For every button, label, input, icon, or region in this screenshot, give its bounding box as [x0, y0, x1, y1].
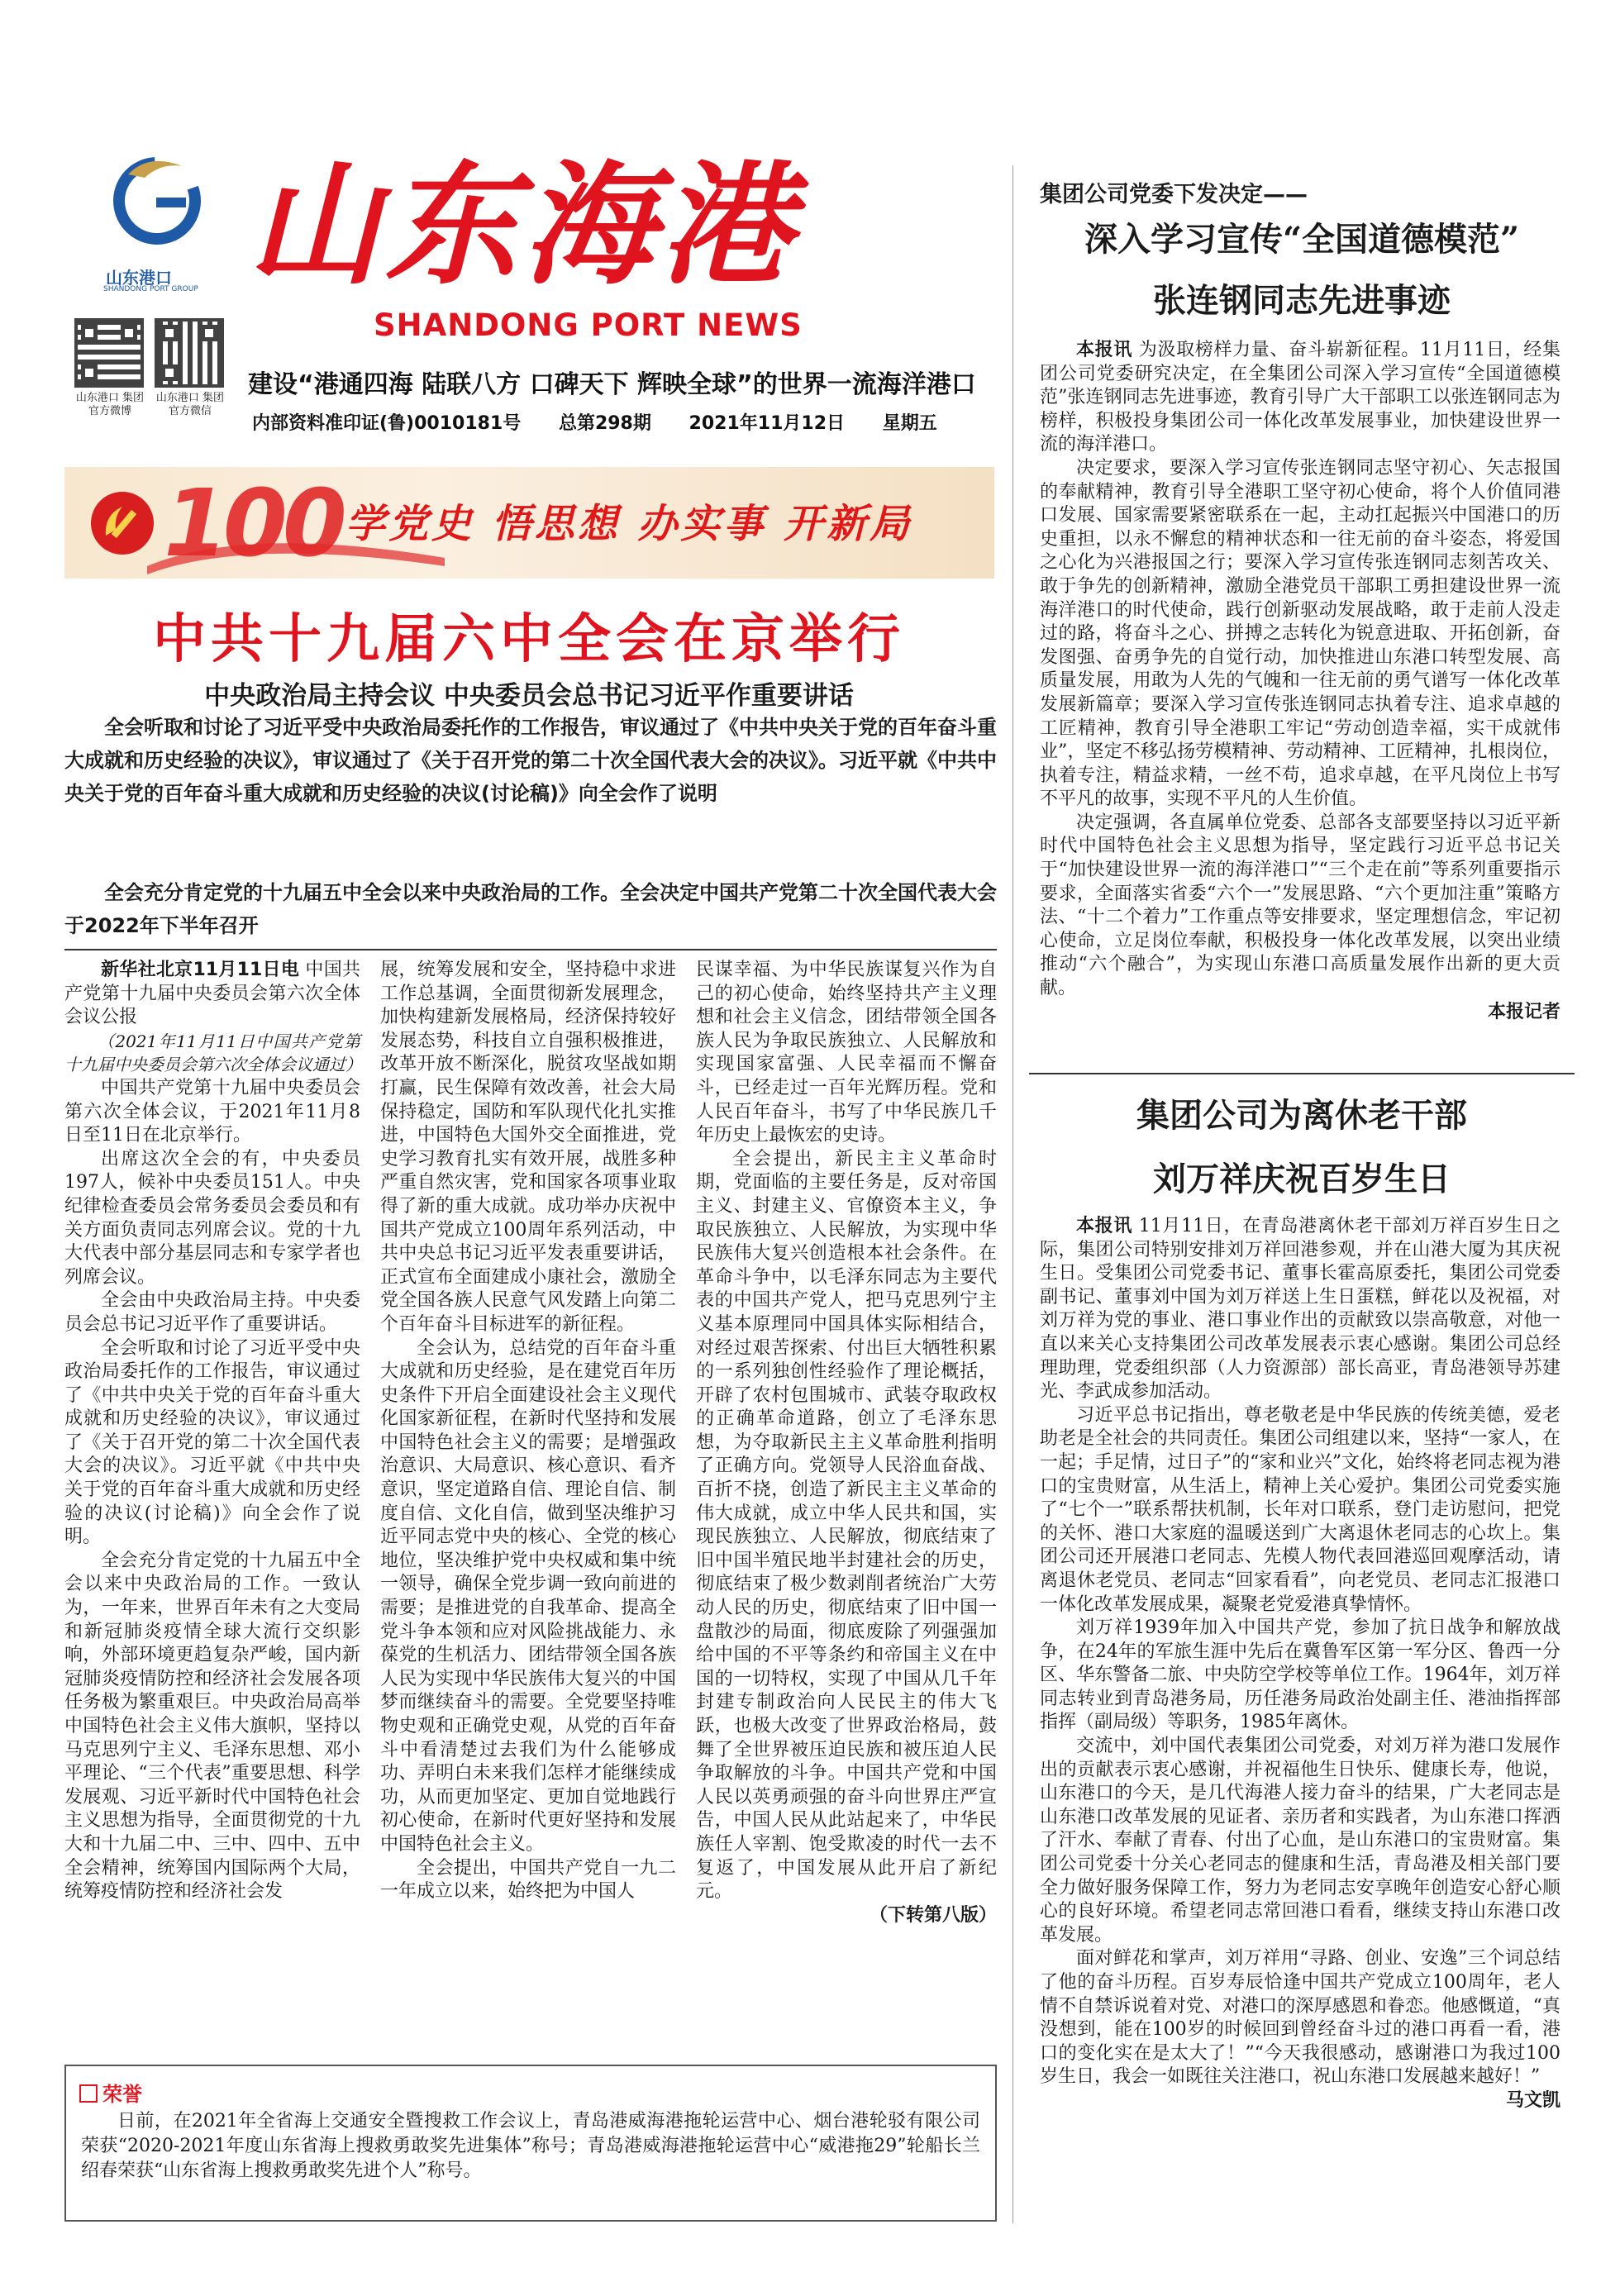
main-divider	[64, 949, 997, 950]
permit-number: 内部资料准印证(鲁)0010181号	[252, 413, 522, 434]
logo-caption: 山东港口	[106, 268, 172, 288]
right-article-divider	[1029, 1073, 1575, 1074]
article2-paragraph-4: 交流中，刘中国代表集团公司党委，对刘万祥为港口发展作出的贡献表示衷心感谢，并祝福他生日快乐、健康长寿，他说，山东港口的今天，是几代海港人接力奋斗的结果，广大老同志是山东港口改革发展的见证者、亲历者和实践者，为山东港口挥洒了汗水、奉献了青春、付出了心血，是山东港口的宝贵财富。集团公司党委十分关心老同志的健康和生活，青岛港及相关部门要全力做好服务保障工作，努力为老同志安享晚年创造安心舒心顺心的良好环境。希望老同志常回港口看看，继续支持山东港口改革发展。	[1040, 1736, 1560, 1946]
continued-on-page-8: （下转第八版）	[869, 1904, 997, 1926]
party-centenary-banner	[64, 467, 994, 579]
shandong-port-logo	[103, 151, 211, 267]
article2-paragraph-3: 刘万祥1939年加入中国共产党，参加了抗日战争和解放战争，在24年的军旅生涯中先后在冀鲁军区第一军分区、鲁西一分区、华东警备二旅、中央防空学校等单位工作。1964年，刘万祥同志转业到青岛港务局，历任港务局政治处副主任、港油指挥部指挥（副局级）等职务，1985年离休。	[1040, 1617, 1560, 1733]
article1-kicker: 集团公司党委下发决定——	[1040, 182, 1308, 207]
newspaper-title: 山东海港	[248, 147, 798, 302]
qr-code-wechat	[155, 318, 224, 388]
article1-paragraph-2: 决定要求，要深入学习宣传张连钢同志坚守初心、矢志报国的奉献精神，教育引导全港职工坚守初心使命，将个人价值同港口发展、国家需要紧密联系在一起，主动扛起振兴中国港口的历史重担，以永不懈怠的精神状态和一往无前的奋斗姿态，将爱国之心化为兴港报国之行；要深入学习宣传张连钢同志刻苦攻关、敢于争先的创新精神，激励全港党员干部职工勇担建设世界一流海洋港口的时代使命，践行创新驱动发展战略，敢于走前人没走过的路，将奋斗之心、拼搏之志转化为锐意进取、开拓创新，奋发图强、奋勇争先的自觉行动，加快推进山东港口转型发展、高质量发展，用敢为人先的气魄和一往无前的勇气谱写一体化改革发展新篇章；要深入学习宣传张连钢同志执着专注、追求卓越的工匠精神，教育引导全港职工牢记“劳动创造幸福，实干成就伟业”，坚定不移弘扬劳模精神、劳动精神、工匠精神，扎根岗位，执着专注，精益求精，一丝不苟，追求卓越，在平凡岗位上书写不平凡的故事，实现不平凡的人生价值。	[1040, 457, 1560, 810]
honor-title: 荣誉	[79, 2078, 142, 2107]
newspaper-title-en: SHANDONG PORT NEWS	[374, 307, 803, 343]
main-column-2	[380, 959, 676, 1904]
col1-paragraph-4: 全会由中央政治局主持。中央委员会总书记习近平作了重要讲话。	[64, 1290, 360, 1335]
article2-paragraph-5: 面对鲜花和掌声，刘万祥用“寻路、创业、安逸”三个词总结了他的奋斗历程。百岁寿辰恰逢中国共产党成立100周年，老人情不自禁诉说着对党、对港口的深厚感恩和眷恋。他感慨道，“真没想到，能在100岁的时候回到曾经奋斗过的港口再看一看，港口的变化实在是太大了！”“今天我很感动，感谢港口为我过100岁生日，我会一如既往关注港口，祝山东港口发展越来越好！”	[1040, 1948, 1560, 2088]
lead-paragraph-1	[64, 711, 997, 810]
main-headline: 中共十九届六中全会在京举行	[153, 609, 905, 670]
col1-intro: 中国共产党第十九届中央委员会第六次全体会议公报	[64, 960, 360, 1028]
right-column-divider	[1012, 165, 1013, 2223]
lead-paragraph-2	[64, 876, 997, 942]
article2-headline-2: 刘万祥庆祝百岁生日	[1153, 1160, 1451, 1198]
qr-caption-weibo: 山东港口 集团官方微博	[75, 392, 145, 417]
masthead-slogan: 建设“港通四海 陆联八方 口碑天下 辉映全球”的世界一流海洋港口	[248, 370, 976, 399]
col3-paragraph-1: 民谋幸福、为中华民族谋复兴作为自己的初心使命，始终坚持共产主义理想和社会主义信念，团结带领全国各族人民为争取民族独立、人民解放和实现国家富强、人民幸福而不懈奋斗，已经走过一百年光辉历程。党和人民百年奋斗，书写了中华民族几千年历史上最恢宏的史诗。	[696, 960, 997, 1146]
article1-headline-2: 张连钢同志先进事迹	[1153, 281, 1451, 320]
article1-body: 本报讯 为汲取榜样力量、奋斗崭新征程。11月11日，经集团公司党委研究决定，在全集团公司深入学习宣传“全国道德模范”张连钢同志先进事迹，教育引导广大干部职工以张连钢同志为榜样，积极投身集团公司一体化改革发展事业，加快建设世界一流的海洋港口。 决定要求，要深入学习宣传张连钢同志坚守初心、矢志报国的奉献精神，教育引导全港职工坚守初心使命，将个人价值同港口发展、国家需要紧密联系在一起，主动扛起振兴中国港口的历史重担，以永不懈怠的精神状态和一往无前的奋斗姿态，将爱国之心化为兴港报国之行；要深入学习宣传张连钢同志刻苦攻关、敢于争先的创新精神，激励全港党员干部职工勇担建设世界一流海洋港口的时代使命，践行创新驱动发展战略，敢于走前人没走过的路，将奋斗之心、拼搏之志转化为锐意进取、开拓创新，奋发图强、奋勇争先的自觉行动，加快推进山东港口转型发展、高质量发展，用敢为人先的气魄和一往无前的勇气谱写一体化改革发展新篇章；要深入学习宣传张连钢同志执着专注、追求卓越的工匠精神，教育引导全港职工牢记“劳动创造幸福，实干成就伟业”，坚定不移弘扬劳模精神、劳动精神、工匠精神，扎根岗位，执着专注，精益求精，一丝不苟，追求卓越，在平凡岗位上书写不平凡的故事，实现不平凡的人生价值。 决定强调，各直属单位党委、总部各支部要坚持以习近平新时代中国特色社会主义思想为指导，坚定践行习近平总书记关于“加快建设世界一流的海洋港口”“三个走在前”等系列重要指示要求，全面落实省委“六个一”发展思路、“六个更加注重”策略方法、“十二个着力”工作重点等安排要求，坚定理想信念，牢记初心使命，立足岗位奉献，积极投身一体化改革发展，以突出业绩推动“六个融合”，为实现山东港口高质量发展作出新的更大贡献。 本报记者	[1040, 340, 1560, 1022]
dateline: 新华社北京11月11日电	[101, 960, 300, 980]
issue-date: 2021年11月12日	[688, 413, 846, 434]
article1-source: 本报讯	[1076, 340, 1133, 360]
article1-headline-1: 深入学习宣传“全国道德模范”	[1084, 220, 1519, 259]
banner-slogan: 学党史 悟思想 办实事 开新局	[345, 501, 913, 547]
article2-source: 本报讯	[1076, 1216, 1133, 1236]
issue-weekday: 星期五	[882, 413, 937, 434]
col2-paragraph-1: 展，统筹发展和安全，坚持稳中求进工作总基调，全面贯彻新发展理念，加快构建新发展格局，经济保持较好发展态势，科技自立自强积极推进，改革开放不断深化，脱贫攻坚战如期打赢，民生保障有效改善，社会大局保持稳定，国防和军队现代化扎实推进，中国特色大国外交全面推进，党史学习教育扎实有效开展，战胜多种严重自然灾害，党和国家各项事业取得了新的重大成就。成功举办庆祝中国共产党成立100周年系列活动，中共中央总书记习近平发表重要讲话，正式宣布全面建成小康社会，激励全党全国各族人民意气风发踏上向第二个百年奋斗目标进军的新征程。	[380, 960, 676, 1335]
lead-text-1: 全会听取和讨论了习近平受中央政治局委托作的工作报告，审议通过了《中共中央关于党的百年奋斗重大成就和历史经验的决议》，审议通过了《关于召开党的第二十次全国代表大会的决议》。习近平就《中共中央关于党的百年奋斗重大成就和历史经验的决议(讨论稿)》向全会作了说明	[64, 716, 997, 805]
col1-paragraph-3: 出席这次全会的有，中央委员197人，候补中央委员151人。中央纪律检查委员会常务委员会委员和有关方面负责同志列席会议。党的十九大代表中部分基层同志和专家学者也列席会议。	[64, 1148, 360, 1288]
qr-caption-wechat: 山东港口 集团官方微信	[155, 392, 225, 417]
main-column-1	[64, 959, 360, 1904]
main-column-3	[696, 959, 997, 1927]
masthead-info	[252, 409, 962, 435]
col3-paragraph-2: 全会提出，新民主主义革命时期，党面临的主要任务是，反对帝国主义、封建主义、官僚资本主义，争取民族独立、人民解放，为实现中华民族伟大复兴创造根本社会条件。在革命斗争中，以毛泽东同志为主要代表的中国共产党人，把马克思列宁主义基本原理同中国具体实际相结合，对经过艰苦探索、付出巨大牺牲积累的一系列独创性经验作了理论概括，开辟了农村包围城市、武装夺取政权的正确革命道路，创立了毛泽东思想，为夺取新民主主义革命胜利指明了正确方向。党领导人民浴血奋战、百折不挠，创造了新民主主义革命的伟大成就，成立中华人民共和国，实现民族独立、人民解放，彻底结束了旧中国半殖民地半封建社会的历史，彻底结束了极少数剥削者统治广大劳动人民的历史，彻底结束了旧中国一盘散沙的局面，彻底废除了列强强加给中国的不平等条约和帝国主义在中国的一切特权，实现了中国从几千年封建专制政治向人民民主的伟大飞跃，也极大改变了世界政治格局，鼓舞了全世界被压迫民族和被压迫人民争取解放的斗争。中国共产党和中国人民以英勇顽强的奋斗向世界庄严宣告，中国人民从此站起来了，中华民族任人宰割、饱受欺凌的时代一去不复返了，中国发展从此开启了新纪元。	[696, 1148, 997, 1903]
col2-paragraph-2: 全会认为，总结党的百年奋斗重大成就和历史经验，是在建党百年历史条件下开启全面建设社会主义现代化国家新征程，在新时代坚持和发展中国特色社会主义的需要；是增强政治意识、大局意识、核心意识、看齐意识，坚定道路自信、理论自信、制度自信、文化自信，做到坚决维护习近平同志党中央的核心、全党的核心地位，坚决维护党中央权威和集中统一领导，确保全党步调一致向前进的需要；是推进党的自我革命、提高全党斗争本领和应对风险挑战能力、永葆党的生机活力、团结带领全国各族人民为实现中华民族伟大复兴的中国梦而继续奋斗的需要。全党要坚持唯物史观和正确党史观，从党的百年奋斗中看清楚过去我们为什么能够成功、弄明白未来我们怎样才能继续成功，从而更加坚定、更加自觉地践行初心使命，在新时代更好坚持和发展中国特色社会主义。	[380, 1337, 676, 1855]
main-subhead: 中央政治局主持会议 中央委员会总书记习近平作重要讲话	[204, 681, 854, 711]
square-icon	[79, 2084, 98, 2103]
col2-paragraph-3: 全会提出，中国共产党自一九二一年成立以来，始终把为中国人	[380, 1857, 676, 1903]
article1-byline: 本报记者	[1487, 1001, 1560, 1022]
centenary-number: 100	[164, 470, 342, 578]
col1-paragraph-5: 全会听取和讨论了习近平受中央政治局委托作的工作报告，审议通过了《中共中央关于党的百年奋斗重大成就和历史经验的决议》，审议通过了《关于召开党的第二十次全国代表大会的决议》。习近平就《中共中央关于党的百年奋斗重大成就和历史经验的决议(讨论稿)》向全会作了说明。	[64, 1337, 360, 1548]
lead-text-2: 全会充分肯定党的十九届五中全会以来中央政治局的工作。全会决定中国共产党第二十次全国代表大会于2022年下半年召开	[64, 881, 997, 937]
hammer-sickle-icon	[89, 490, 155, 556]
qr-code-weibo	[74, 318, 144, 388]
article2-headline-1: 集团公司为离休老干部	[1136, 1096, 1467, 1135]
article2-paragraph-2: 习近平总书记指出，尊老敬老是中华民族的传统美德，爱老助老是全社会的共同责任。集团公司组建以来，坚持“一家人，在一起；手足情，过日子”的“家和业兴”文化，始终将老同志视为港口的宝贵财富，从生活上，精神上关心爱护。集团公司党委实施了“七个一”联系帮扶机制，长年对口联系，登门走访慰问，把党的关怀、港口大家庭的温暖送到广大离退休老同志的心坎上。集团公司还开展港口老同志、先模人物代表回港巡回观摩活动，请离退休老党员、老同志“回家看看”，向老党员、老同志汇报港口一体化改革发展成果，凝聚老党爱港真挚情怀。	[1040, 1404, 1560, 1615]
article2-body: 本报讯 11月11日，在青岛港离休老干部刘万祥百岁生日之际，集团公司特别安排刘万祥回港参观，并在山港大厦为其庆祝生日。受集团公司党委书记、董事长霍高原委托，集团公司党委副书记、董事刘中国为刘万祥送上生日蛋糕，鲜花以及祝福，对刘万祥为党的事业、港口事业作出的贡献致以崇高敬意，对他一直以来关心支持集团公司改革发展表示衷心感谢。集团公司总经理助理，党委组织部（人力资源部）部长高亚，青岛港领导苏建光、李武成参加活动。 习近平总书记指出，尊老敬老是中华民族的传统美德，爱老助老是全社会的共同责任。集团公司组建以来，坚持“一家人，在一起；手足情，过日子”的“家和业兴”文化，始终将老同志视为港口的宝贵财富，从生活上，精神上关心爱护。集团公司党委实施了“七个一”联系帮扶机制，长年对口联系，登门走访慰问，把党的关怀、港口大家庭的温暖送到广大离退休老同志的心坎上。集团公司还开展港口老同志、先模人物代表回港巡回观摩活动，请离退休老党员、老同志“回家看看”，向老党员、老同志汇报港口一体化改革发展成果，凝聚老党爱港真挚情怀。 刘万祥1939年加入中国共产党，参加了抗日战争和解放战争，在24年的军旅生涯中先后在冀鲁军区第一军分区、鲁西一分区、华东警备二旅、中央防空学校等单位工作。1964年，刘万祥同志转业到青岛港务局，历任港务局政治处副主任、港油指挥部指挥（副局级）等职务，1985年离休。 交流中，刘中国代表集团公司党委，对刘万祥为港口发展作出的贡献表示衷心感谢，并祝福他生日快乐、健康长寿，他说，山东港口的今天，是几代海港人接力奋斗的结果，广大老同志是山东港口改革发展的见证者、亲历者和实践者，为山东港口挥洒了汗水、奉献了青春、付出了心血，是山东港口的宝贵财富。集团公司党委十分关心老同志的健康和生活，青岛港及相关部门要全力做好服务保障工作，努力为老同志安享晚年创造安心舒心顺心的良好环境。希望老同志常回港口看看，继续支持山东港口改革发展。 面对鲜花和掌声，刘万祥用“寻路、创业、安逸”三个词总结了他的奋斗历程。百岁寿辰恰逢中国共产党成立100周年，老人情不自禁诉说着对党、对港口的深厚感恩和眷恋。他感慨道，“真没想到，能在100岁的时候回到曾经奋斗过的港口再看一看，港口的变化实在是太大了！”“今天我很感动，感谢港口为我过100岁生日，我会一如既往关注港口，祝山东港口发展越来越好！” 马文凯	[1040, 1216, 1560, 2111]
honor-box	[64, 2065, 997, 2222]
col1-note: （2021年11月11日中国共产党第十九届中央委员会第六次全体会议通过）	[64, 1031, 362, 1075]
article1-paragraph-3: 决定强调，各直属单位党委、总部各支部要坚持以习近平新时代中国特色社会主义思想为指导，坚定践行习近平总书记关于“加快建设世界一流的海洋港口”“三个走在前”等系列重要指示要求，全面落实省委“六个一”发展思路、“六个更加注重”策略方法、“十二个着力”工作重点等安排要求，坚定理想信念，牢记初心使命，立足岗位奉献，积极投身一体化改革发展，以突出业绩推动“六个融合”，为实现山东港口高质量发展作出新的更大贡献。	[1040, 812, 1560, 999]
col1-paragraph-6: 全会充分肯定党的十九届五中全会以来中央政治局的工作。一致认为，一年来，世界百年未有之大变局和新冠肺炎疫情全球大流行交织影响，外部环境更趋复杂严峻，国内新冠肺炎疫情防控和经济社会发展各项任务极为繁重艰巨。中央政治局高举中国特色社会主义伟大旗帜，坚持以马克思列宁主义、毛泽东思想、邓小平理论、“三个代表”重要思想、科学发展观、习近平新时代中国特色社会主义思想为指导，全面贯彻党的十九大和十九届二中、三中、四中、五中全会精神，统筹国内国际两个大局，统筹疫情防控和经济社会发	[64, 1550, 360, 1903]
col1-paragraph-2: 中国共产党第十九届中央委员会第六次全体会议，于2021年11月8日至11日在北京举行。	[64, 1077, 360, 1146]
honor-body: 日前，在2021年全省海上交通安全暨搜救工作会议上，青岛港威海港拖轮运营中心、烟台港轮驳有限公司荣获“2020-2021年度山东省海上搜救勇敢奖先进集体”称号；青岛港威海港拖轮运营中心“威港拖29”轮船长兰绍春荣获“山东省海上搜救勇敢奖先进个人”称号。	[81, 2111, 980, 2181]
logo-caption-en: SHANDONG PORT GROUP	[103, 285, 198, 293]
issue-number: 总第298期	[558, 413, 651, 434]
article2-byline: 马文凯	[1505, 2089, 1560, 2111]
